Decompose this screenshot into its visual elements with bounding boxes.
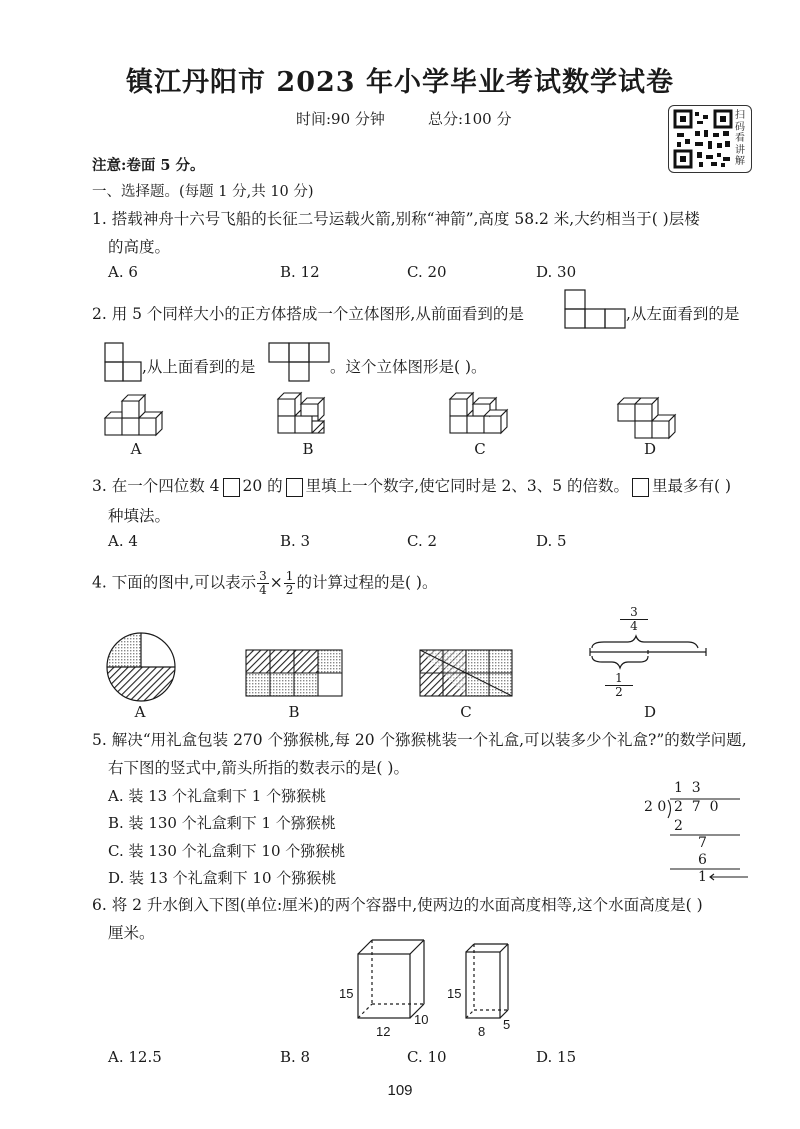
- q3-digit-box-ref: [286, 478, 303, 497]
- q2-text-line2a: ,从上面看到的是: [142, 358, 256, 376]
- q2-text-line2b: 。这个立体图形是( )。: [330, 358, 487, 376]
- section-heading: 一、选择题。(每题 1 分,共 10 分): [92, 184, 314, 200]
- q4-label-d: D: [643, 703, 657, 721]
- q3-text-part3: 里填上一个数字,使它同时是 2、3、5 的倍数。: [305, 477, 630, 495]
- q6-big-height: 15: [339, 986, 354, 1001]
- q6-option-a[interactable]: A. 12.5: [108, 1048, 162, 1066]
- q1-option-d[interactable]: D. 30: [536, 263, 577, 281]
- q5-text-line2: 右下图的竖式中,箭头所指的数表示的是( )。: [108, 759, 409, 777]
- q2-text-line1a: 2. 用 5 个同样大小的正方体搭成一个立体图形,从前面看到的是: [92, 305, 524, 323]
- q4-option-d-line-figure[interactable]: [588, 640, 712, 670]
- q2-label-b: B: [302, 440, 314, 458]
- q3-option-d[interactable]: D. 5: [536, 532, 567, 550]
- q1-text-line2: 的高度。: [108, 238, 171, 256]
- q6-small-depth: 5: [503, 1017, 511, 1032]
- q3-option-b[interactable]: B. 3: [280, 532, 311, 550]
- q5-division-row2: 7: [698, 835, 707, 851]
- exam-total: 总分:100 分: [428, 110, 512, 128]
- q4-d-top-fraction: 3 4: [620, 606, 648, 633]
- q1-option-b[interactable]: B. 12: [280, 263, 320, 281]
- q3-text-line1: [92, 474, 731, 497]
- q6-small-container-figure: [466, 940, 516, 1020]
- exam-note: 注意:卷面 5 分。: [92, 157, 205, 174]
- q2-option-d-figure[interactable]: [618, 393, 698, 439]
- q4-option-c-rect-figure[interactable]: [420, 650, 512, 696]
- q4-fraction-1: $\frac{3}{4}$: [259, 569, 267, 597]
- q6-option-c[interactable]: C. 10: [407, 1048, 447, 1066]
- q4-label-c: C: [460, 703, 472, 721]
- q3-text-line2: 种填法。: [108, 507, 171, 525]
- q5-text-line1: 5. 解决“用礼盒包装 270 个猕猴桃,每 20 个猕猴桃装一个礼盒,可以装多少个礼盒?”的数学问题,: [92, 731, 747, 749]
- q5-option-d[interactable]: D. 装 13 个礼盒剩下 10 个猕猴桃: [108, 869, 337, 887]
- q5-option-a[interactable]: A. 装 13 个礼盒剩下 1 个猕猴桃: [108, 787, 327, 805]
- q4-text-part1: 4. 下面的图中,可以表示: [92, 573, 257, 592]
- q2-label-c: C: [474, 440, 486, 458]
- q6-option-b[interactable]: B. 8: [280, 1048, 311, 1066]
- q6-small-height: 15: [447, 986, 462, 1001]
- q2-label-d: D: [643, 440, 657, 458]
- qr-caption: 扫码看讲解: [735, 110, 745, 167]
- q4-times-sign: ×: [269, 573, 283, 592]
- q4-label-a: A: [134, 703, 146, 721]
- q3-option-c[interactable]: C. 2: [407, 532, 438, 550]
- q6-small-width: 8: [478, 1024, 486, 1039]
- q6-big-width: 12: [376, 1024, 391, 1039]
- q5-division-row3: 6: [698, 852, 707, 868]
- q2-option-a-figure[interactable]: [105, 395, 185, 439]
- q5-option-b[interactable]: B. 装 130 个礼盒剩下 1 个猕猴桃: [108, 814, 336, 832]
- exam-time: 时间:90 分钟: [296, 110, 385, 128]
- q3-text-part2: 20 的: [242, 477, 283, 495]
- q6-text-line2: 厘米。: [108, 924, 155, 942]
- page-number: 109: [387, 1082, 413, 1099]
- q5-option-c[interactable]: C. 装 130 个礼盒剩下 10 个猕猴桃: [108, 842, 346, 860]
- q3-digit-box-ref2: [632, 478, 649, 497]
- q2-text-line1b: ,从左面看到的是: [626, 305, 740, 323]
- q6-big-container-figure: [358, 940, 428, 1020]
- q6-text-line1: 6. 将 2 升水倒入下图(单位:厘米)的两个容器中,使两边的水面高度相等,这个水面高度是( ): [92, 896, 703, 914]
- q1-option-a[interactable]: A. 6: [108, 263, 138, 281]
- q3-digit-box[interactable]: [223, 478, 240, 497]
- q3-text-part4: 里最多有( ): [652, 477, 732, 495]
- q6-big-depth: 10: [414, 1012, 429, 1027]
- q5-division-quotient: 1 3: [674, 780, 701, 796]
- qr-code-icon: [673, 109, 733, 169]
- q4-fraction-2: $\frac{1}{2}$: [285, 569, 294, 597]
- q2-front-view-figure: [564, 289, 626, 329]
- q4-option-b-grid-figure[interactable]: [246, 650, 342, 696]
- q4-d-bottom-fraction: 1 2: [605, 672, 633, 699]
- q2-option-c-figure[interactable]: [450, 393, 530, 439]
- q3-text-part1: 3. 在一个四位数 4: [92, 477, 220, 495]
- q2-left-view-figure: [104, 342, 144, 382]
- q2-option-b-figure[interactable]: [278, 393, 358, 439]
- q5-division-dividend: 2 7 0: [674, 799, 719, 815]
- q4-option-a-circle-figure[interactable]: [106, 632, 176, 702]
- q1-text-line1: 1. 搭载神舟十六号飞船的长征二号运载火箭,别称“神箭”,高度 58.2 米,大约相当于( )层楼: [92, 210, 700, 228]
- q2-top-view-figure: [268, 342, 330, 382]
- page-title: 镇江丹阳市 2023 年小学毕业考试数学试卷: [126, 67, 674, 98]
- q5-division-remainder: 1: [698, 869, 707, 885]
- q4-text-part2: 的计算过程的是( )。: [296, 573, 438, 592]
- q3-option-a[interactable]: A. 4: [108, 532, 138, 550]
- q5-division-lines: [644, 780, 764, 885]
- q5-division-row1: 2: [674, 818, 683, 834]
- q4-label-b: B: [288, 703, 300, 721]
- q5-division-divisor: 2 0: [644, 799, 667, 815]
- q4-text-line1: [92, 570, 437, 597]
- q6-option-d[interactable]: D. 15: [536, 1048, 577, 1066]
- qr-code[interactable]: [668, 105, 752, 173]
- q1-option-c[interactable]: C. 20: [407, 263, 447, 281]
- q2-label-a: A: [130, 440, 142, 458]
- q5-long-division: [644, 780, 764, 885]
